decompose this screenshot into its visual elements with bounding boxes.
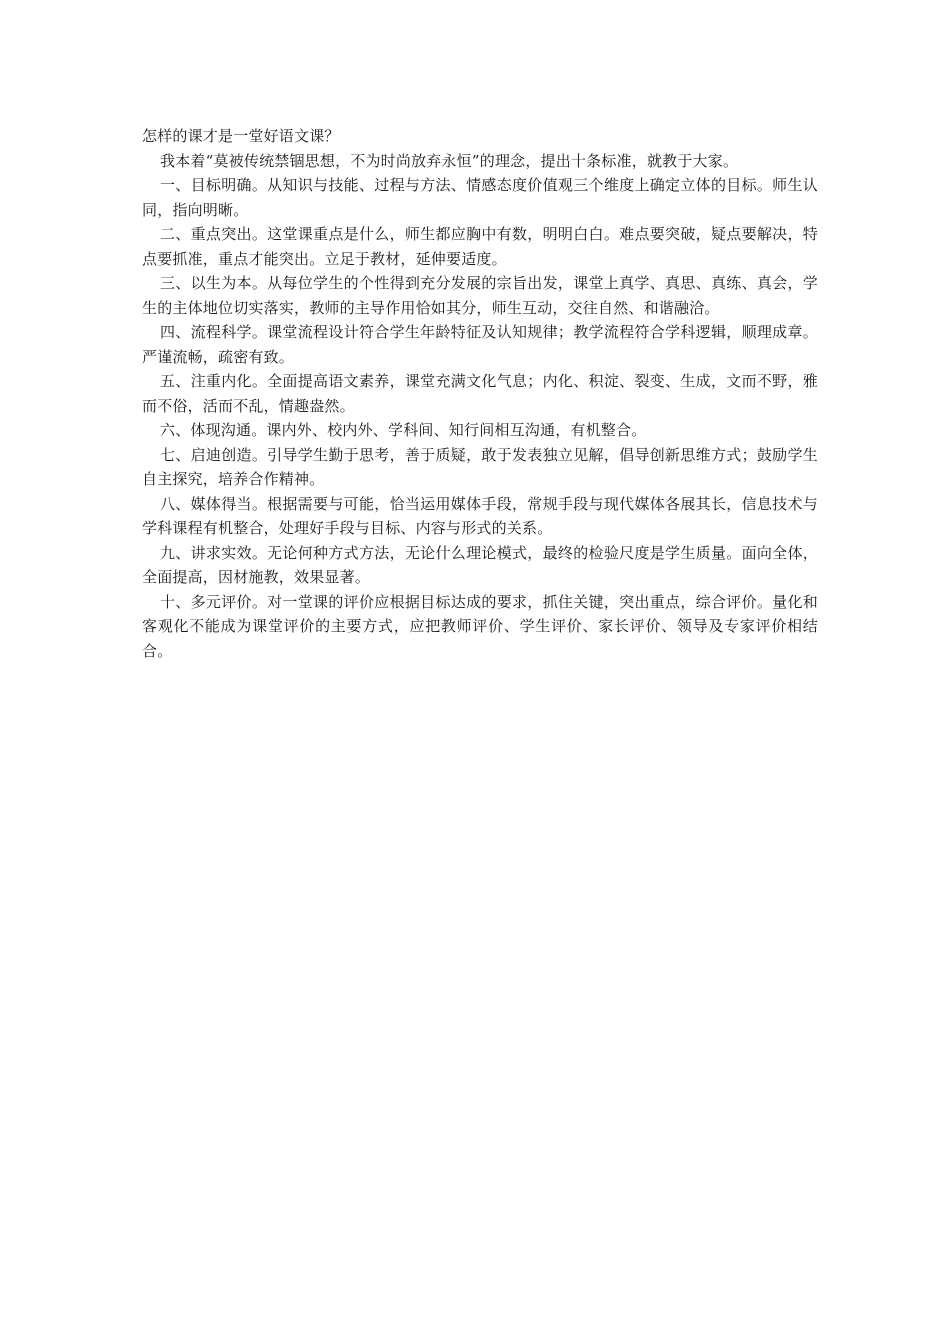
document-body (142, 124, 818, 663)
standard-paragraph-4: 四、流程科学。课堂流程设计符合学生年龄特征及认知规律；教学流程符合学科逻辑，顺理成章。严谨流畅，疏密有致。 (142, 323, 818, 366)
standard-paragraph-2: 二、重点突出。这堂课重点是什么，师生都应胸中有数，明明白白。难点要突破，疑点要解决，特点要抓准，重点才能突出。立足于教材，延伸要适度。 (142, 225, 818, 268)
standard-paragraph-10: 十、多元评价。对一堂课的评价应根据目标达成的要求，抓住关键，突出重点，综合评价。量化和客观化不能成为课堂评价的主要方式，应把教师评价、学生评价、家长评价、领导及专家评价相结合。 (142, 592, 818, 660)
standard-paragraph-7: 七、启迪创造。引导学生勤于思考，善于质疑，敢于发表独立见解，倡导创新思维方式；鼓励学生自主探究，培养合作精神。 (142, 445, 818, 488)
standard-paragraph-1: 一、目标明确。从知识与技能、过程与方法、情感态度价值观三个维度上确定立体的目标。师生认同，指向明晰。 (142, 176, 818, 219)
standard-paragraph-8: 八、媒体得当。根据需要与可能，恰当运用媒体手段，常规手段与现代媒体各展其长，信息技术与学科课程有机整合，处理好手段与目标、内容与形式的关系。 (142, 494, 818, 537)
standard-paragraph-9: 九、讲求实效。无论何种方式方法，无论什么理论模式，最终的检验尺度是学生质量。面向全体，全面提高，因材施教，效果显著。 (142, 543, 818, 586)
standard-paragraph-6: 六、体现沟通。课内外、校内外、学科间、知行间相互沟通，有机整合。 (160, 421, 647, 439)
standard-paragraph-5: 五、注重内化。全面提高语文素养，课堂充满文化气息；内化、积淀、裂变、生成，文而不野，雅而不俗，活而不乱，情趣盎然。 (142, 372, 818, 415)
standard-paragraph-3: 三、以生为本。从每位学生的个性得到充分发展的宗旨出发，课堂上真学、真思、真练、真会，学生的主体地位切实落实，教师的主导作用恰如其分，师生互动，交往自然、和谐融洽。 (142, 274, 818, 317)
intro-paragraph: 我本着“莫被传统禁锢思想，不为时尚放弃永恒”的理念，提出十条标准，就教于大家。 (160, 151, 739, 170)
document-title: 怎样的课才是一堂好语文课？ (142, 127, 340, 145)
